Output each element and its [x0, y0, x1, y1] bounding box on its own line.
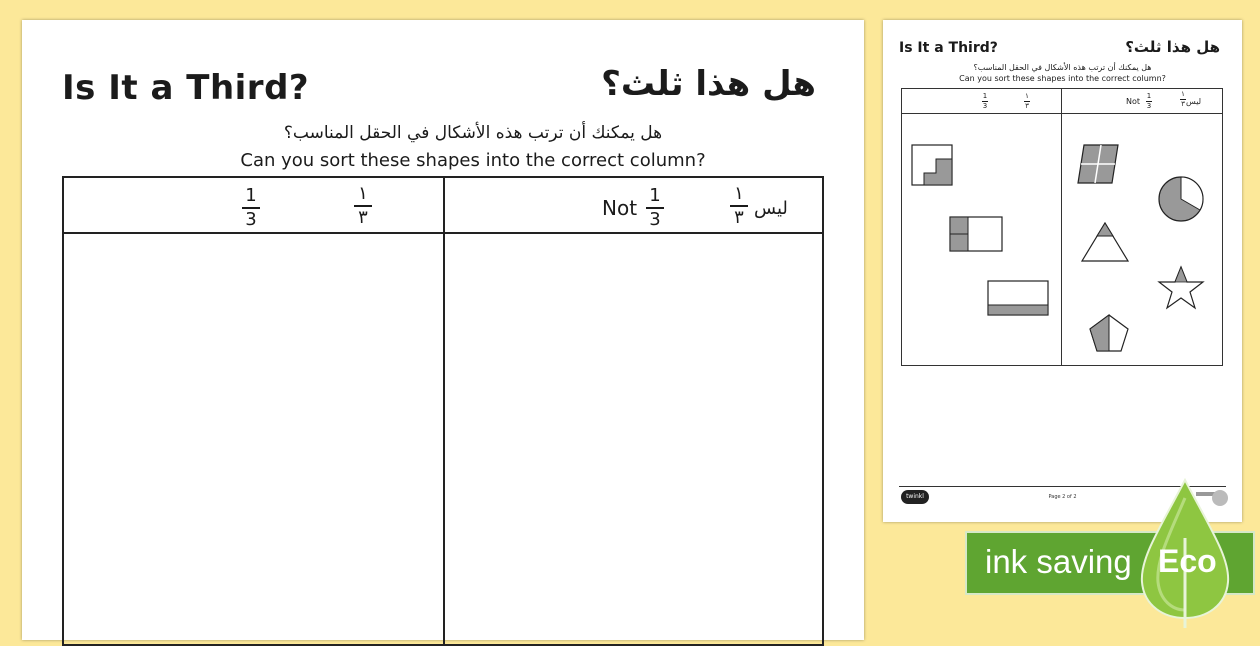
rectangle-icon	[950, 217, 1002, 251]
ink-saving-label: ink saving	[985, 543, 1132, 580]
instructions-arabic: هل يمكنك أن ترتب هذه الأشكال في الحقل المناسب؟	[283, 123, 663, 143]
thumb-page-number: Page 2 of 2	[1048, 494, 1077, 500]
thumb-sorting-table	[901, 88, 1223, 366]
thumb-fraction-not-arabic: ١ ٣	[1181, 90, 1185, 108]
fraction-numerator: 1	[649, 185, 661, 206]
triangle-icon	[1082, 223, 1128, 261]
fraction-denominator-arabic: ٣	[734, 207, 744, 228]
fraction-denominator-arabic: ٣	[358, 207, 368, 228]
thumb-shapes	[902, 115, 1222, 365]
fraction-one-third	[242, 186, 260, 230]
thumb-not-label-arabic: ليس	[1186, 97, 1202, 106]
fraction-denominator: 3	[649, 209, 661, 230]
instructions-english: Can you sort these shapes into the correct column?	[240, 150, 706, 171]
fraction-denominator: 3	[245, 209, 257, 230]
column-divider	[443, 178, 445, 644]
circle-icon	[1159, 177, 1203, 221]
not-label: Not	[602, 196, 638, 220]
parallelogram-icon	[1078, 145, 1118, 183]
fraction-numerator-arabic: ١	[734, 183, 744, 204]
sorting-table	[62, 176, 824, 646]
thumb-not-label: Not	[1126, 97, 1141, 106]
fraction-one-third-arabic	[354, 184, 372, 228]
page-two-thumbnail[interactable]	[883, 20, 1242, 522]
thumb-fraction-arabic: ١ ٣	[1025, 92, 1029, 110]
thumb-instructions-english: Can you sort these shapes into the correct column?	[959, 74, 1166, 83]
twinkl-logo: twinkl	[901, 490, 929, 504]
thumb-header-divider	[902, 113, 1222, 114]
fraction-numerator: 1	[245, 185, 257, 206]
fraction-not-one-third	[646, 186, 664, 230]
not-label-arabic: ليس	[754, 198, 788, 219]
worksheet-page	[22, 20, 864, 640]
thumb-fraction: 1 3	[982, 92, 988, 110]
thumb-instructions-arabic: هل يمكنك أن ترتب هذه الأشكال في الحقل المناسب؟	[973, 63, 1152, 72]
eco-badge-label: Eco	[1158, 543, 1217, 579]
fraction-numerator-arabic: ١	[358, 183, 368, 204]
square-icon	[912, 145, 952, 185]
pentagon-icon	[1090, 315, 1128, 351]
thumb-fraction-not: 1 3	[1146, 92, 1152, 110]
star-icon	[1159, 267, 1203, 308]
thumb-title-english: Is It a Third?	[899, 40, 998, 56]
page-title-english: Is It a Third?	[62, 68, 310, 108]
fraction-not-one-third-arabic	[730, 184, 748, 228]
bar-rectangle-icon	[988, 281, 1048, 315]
page-title-arabic: هل هذا ثلث؟	[601, 64, 816, 104]
header-divider	[64, 232, 822, 234]
thumb-title-arabic: هل هذا ثلث؟	[1125, 38, 1220, 56]
